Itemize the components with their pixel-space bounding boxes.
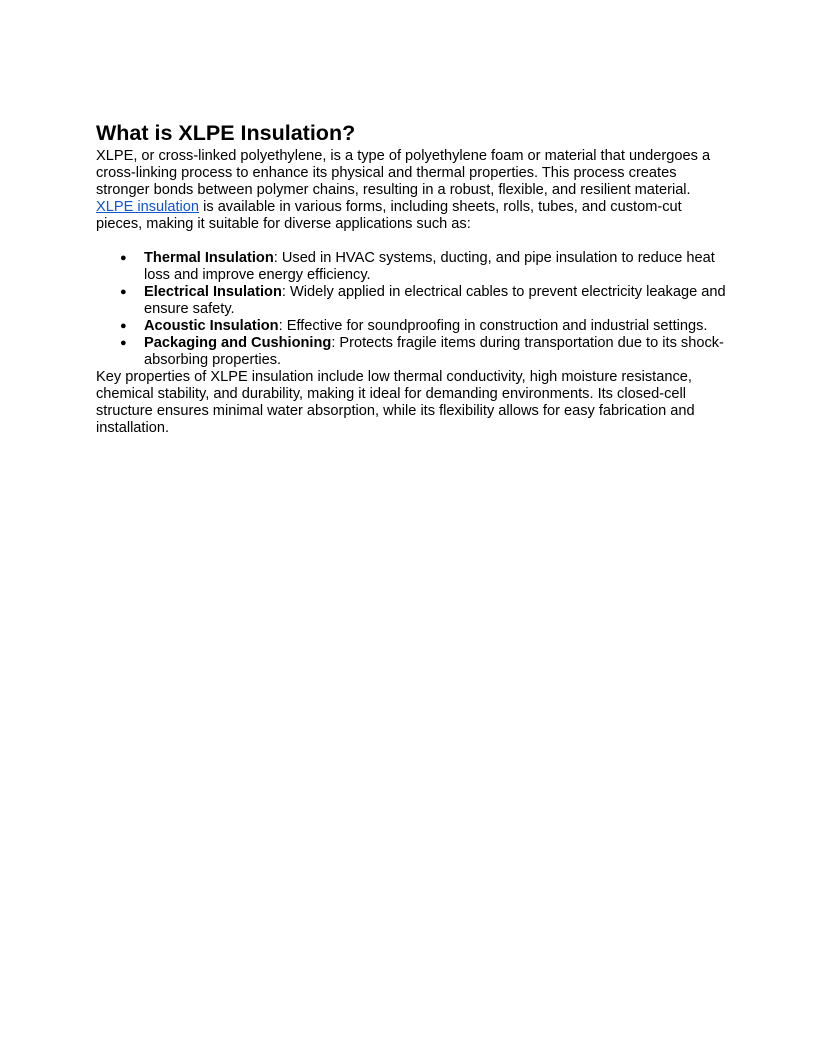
outro-paragraph: Key properties of XLPE insulation include low thermal conductivity, high moisture resistance, chemical stability, and durability, making it ideal for demanding environments. Its closed-cell structure ensures minimal water absorption, while its flexibility allows for easy fabrication and installation. bbox=[96, 369, 695, 436]
list-item-text: : Used in HVAC systems, ducting, and pipe insulation to reduce heat loss and improve energy efficiency. bbox=[144, 250, 715, 283]
intro-paragraph bbox=[96, 148, 726, 233]
document-page bbox=[96, 118, 726, 437]
list-item-term: Electrical Insulation bbox=[144, 284, 282, 300]
list-item-term: Thermal Insulation bbox=[144, 250, 274, 266]
bullet-icon: ● bbox=[120, 320, 127, 332]
bullet-icon: ● bbox=[120, 337, 127, 349]
intro-text-1: XLPE, or cross-linked polyethylene, is a type of polyethylene foam or material that undergoes a cross-linking process to enhance its physical and thermal properties. This process creates stronger bonds between polymer chains, resulting in a robust, flexible, and resilient material. bbox=[96, 148, 711, 198]
list-item-text: : Effective for soundproofing in construction and industrial settings. bbox=[278, 318, 708, 334]
list-item-thermal bbox=[96, 250, 726, 284]
list-item-packaging bbox=[96, 335, 726, 369]
page-title: What is XLPE Insulation? bbox=[96, 121, 356, 145]
list-item-term: Acoustic Insulation bbox=[144, 318, 279, 334]
xlpe-insulation-link[interactable]: XLPE insulation bbox=[96, 199, 200, 215]
bullet-icon: ● bbox=[120, 286, 127, 298]
bullet-icon: ● bbox=[120, 252, 127, 264]
list-item-text: : Protects fragile items during transportation due to its shock-absorbing properties. bbox=[144, 335, 724, 368]
list-item-term: Packaging and Cushioning bbox=[144, 335, 332, 351]
list-item-acoustic bbox=[96, 318, 726, 335]
intro-text-2: is available in various forms, including sheets, rolls, tubes, and custom-cut pieces, making it suitable for diverse applications such as: bbox=[96, 199, 682, 232]
list-item-electrical bbox=[96, 284, 726, 318]
list-item-text: : Widely applied in electrical cables to prevent electricity leakage and ensure safety. bbox=[144, 284, 726, 317]
applications-list bbox=[96, 250, 726, 369]
